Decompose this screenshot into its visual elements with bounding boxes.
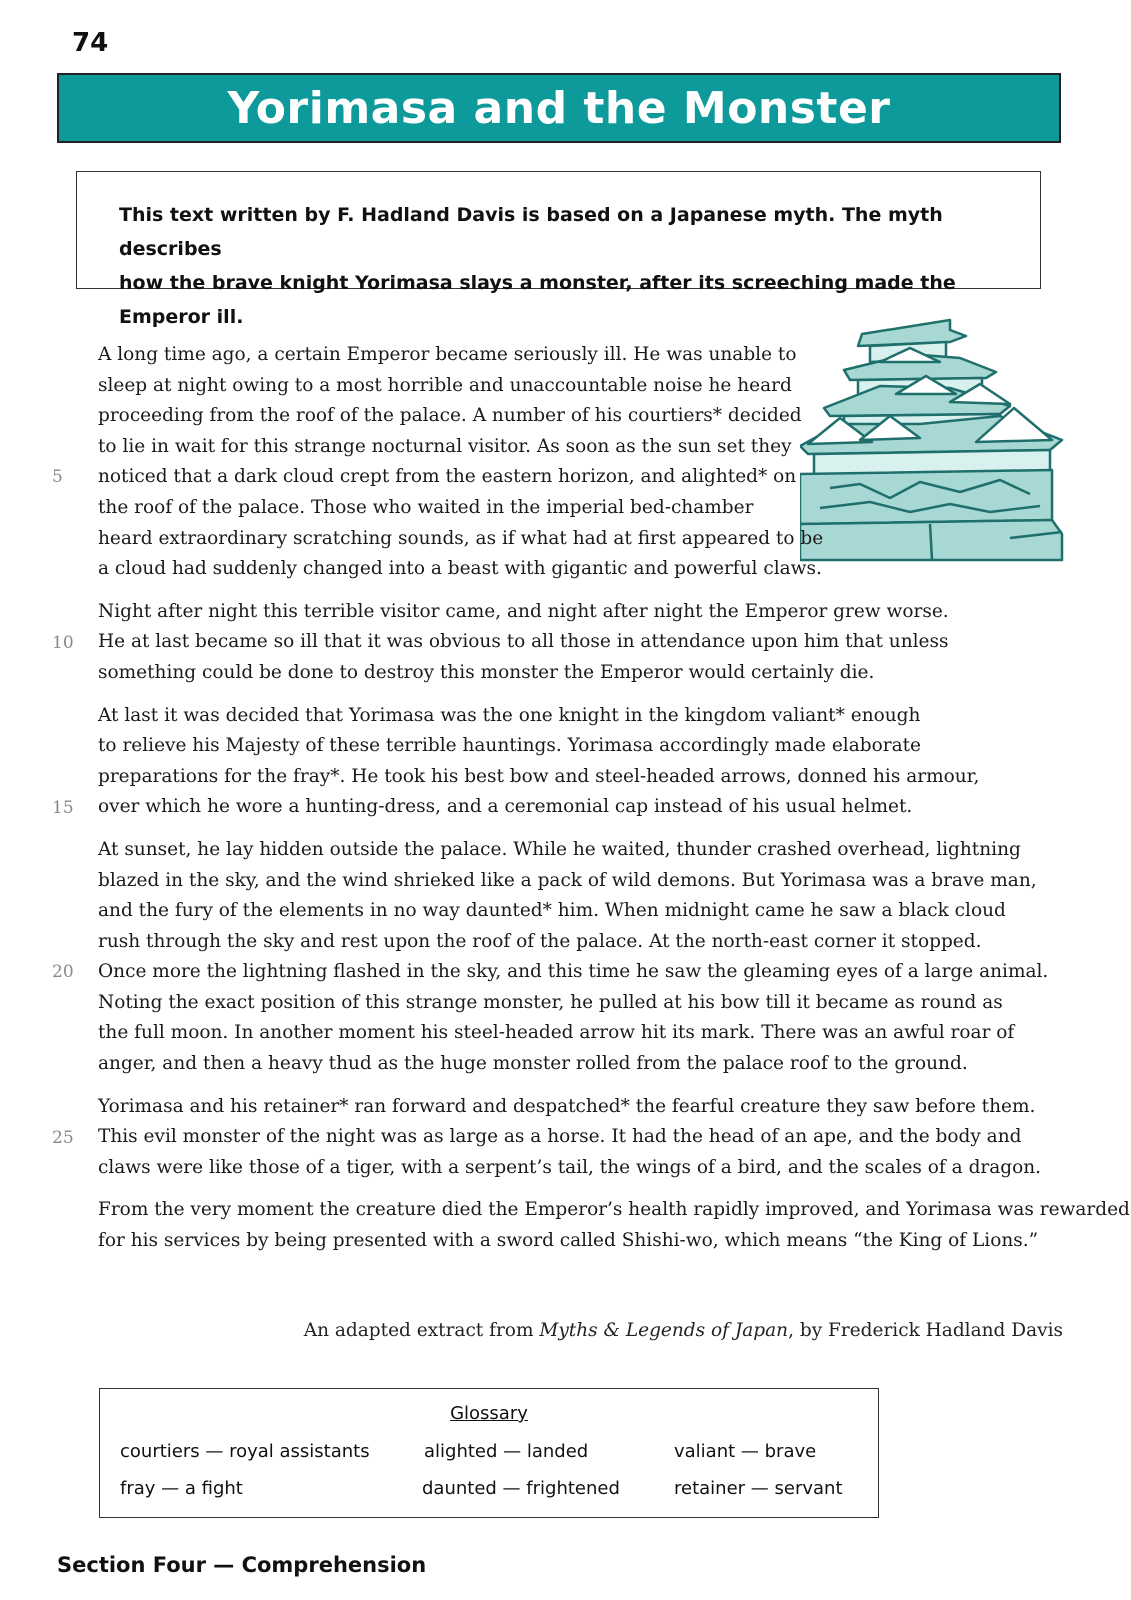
story-paragraph <box>52 1092 1073 1184</box>
story-paragraph <box>52 701 1073 823</box>
attribution-prefix: An adapted extract from <box>303 1320 540 1341</box>
story-line: the roof of the palace. Those who waited in the imperial bed-chamber <box>98 496 754 518</box>
story-paragraph <box>98 1195 1130 1256</box>
story-line: He at last became so ill that it was obvious to all those in attendance upon him that unless <box>98 631 949 653</box>
glossary-box <box>99 1388 879 1518</box>
story-line: and the fury of the elements in no way daunted* him. When midnight came he saw a black cloud <box>98 900 1006 922</box>
story-line: something could be done to destroy this monster the Emperor would certainly die. <box>98 661 875 683</box>
page-title: Yorimasa and the Monster <box>227 82 891 134</box>
line-number: 20 <box>52 961 74 982</box>
intro-line: This text written by F. Hadland Davis is based on a Japanese myth. The myth describes <box>119 204 943 260</box>
line-number: 10 <box>52 632 74 653</box>
story-line: to lie in wait for this strange nocturnal visitor. As soon as the sun set they <box>98 435 792 457</box>
story-line: A long time ago, a certain Emperor became seriously ill. He was unable to <box>98 344 797 365</box>
glossary-title: Glossary <box>450 1403 528 1424</box>
story-line: From the very moment the creature died the Emperor’s health rapidly improved, and Yorimasa was rewarded <box>98 1199 1130 1221</box>
glossary-entry-alighted: alighted — landed <box>424 1441 589 1462</box>
story-paragraph <box>52 835 1073 1080</box>
story-line: over which he wore a hunting-dress, and a ceremonial cap instead of his usual helmet. <box>98 796 913 818</box>
title-banner <box>57 73 1061 143</box>
story-line: sleep at night owing to a most horrible and unaccountable noise he heard <box>98 374 792 396</box>
story-paragraph <box>52 597 1073 689</box>
story-line: Yorimasa and his retainer* ran forward and despatched* the fearful creature they saw before them. <box>98 1095 1036 1117</box>
story-line: blazed in the sky, and the wind shrieked like a pack of wild demons. But Yorimasa was a brave man, <box>98 869 1037 891</box>
intro-line: how the brave knight Yorimasa slays a monster, after its screeching made the Emperor ill. <box>119 272 956 328</box>
glossary-entry-courtiers: courtiers — royal assistants <box>120 1441 370 1462</box>
story-paragraph <box>52 340 1073 585</box>
story-line: proceeding from the roof of the palace. A number of his courtiers* decided <box>98 405 802 427</box>
story-line: claws were like those of a tiger, with a serpent’s tail, the wings of a bird, and the scales of a dragon. <box>98 1156 1042 1178</box>
line-number: 15 <box>52 797 74 818</box>
glossary-entry-retainer: retainer — servant <box>674 1478 843 1499</box>
story-text <box>52 340 1130 1269</box>
story-line: to relieve his Majesty of these terrible hauntings. Yorimasa accordingly made elaborate <box>98 735 921 757</box>
story-line: heard extraordinary scratching sounds, as if what had at first appeared to be <box>98 527 824 549</box>
story-line: At last it was decided that Yorimasa was the one knight in the kingdom valiant* enough <box>98 704 921 726</box>
attribution-suffix: , by Frederick Hadland Davis <box>788 1320 1063 1341</box>
story-line: rush through the sky and rest upon the roof of the palace. At the north-east corner it stopped. <box>98 930 982 952</box>
line-number: 5 <box>52 467 63 487</box>
line-number: 25 <box>52 1127 74 1148</box>
story-line: Once more the lightning flashed in the sky, and this time he saw the gleaming eyes of a large animal. <box>98 961 1049 983</box>
book-title: Myths & Legends of Japan <box>539 1320 789 1341</box>
attribution <box>304 1320 1063 1341</box>
story-line: a cloud had suddenly changed into a beast with gigantic and powerful claws. <box>98 558 822 580</box>
story-line: Night after night this terrible visitor came, and night after night the Emperor grew worse. <box>98 600 949 622</box>
story-line: At sunset, he lay hidden outside the palace. While he waited, thunder crashed overhead, lightning <box>98 838 1021 860</box>
page-number: 74 <box>72 28 109 58</box>
story-line: preparations for the fray*. He took his best bow and steel-headed arrows, donned his armour, <box>98 765 980 787</box>
section-footer: Section Four — Comprehension <box>57 1553 427 1577</box>
glossary-entry-daunted: daunted — frightened <box>422 1478 620 1499</box>
story-line: Noting the exact position of this strange monster, he pulled at his bow till it became as round as <box>98 991 1003 1013</box>
story-line: This evil monster of the night was as large as a horse. It had the head of an ape, and the body and <box>98 1126 1022 1148</box>
glossary-entry-valiant: valiant — brave <box>674 1441 817 1462</box>
story-line: for his services by being presented with a sword called Shishi-wo, which means “the King of Lions.” <box>98 1230 1039 1252</box>
story-line: anger, and then a heavy thud as the huge monster rolled from the palace roof to the ground. <box>98 1053 968 1075</box>
glossary-entry-fray: fray — a fight <box>120 1478 243 1499</box>
story-line: noticed that a dark cloud crept from the eastern horizon, and alighted* on <box>98 466 797 488</box>
story-line: the full moon. In another moment his steel-headed arrow hit its mark. There was an awful roar of <box>98 1022 1015 1044</box>
intro-box <box>76 171 1041 328</box>
